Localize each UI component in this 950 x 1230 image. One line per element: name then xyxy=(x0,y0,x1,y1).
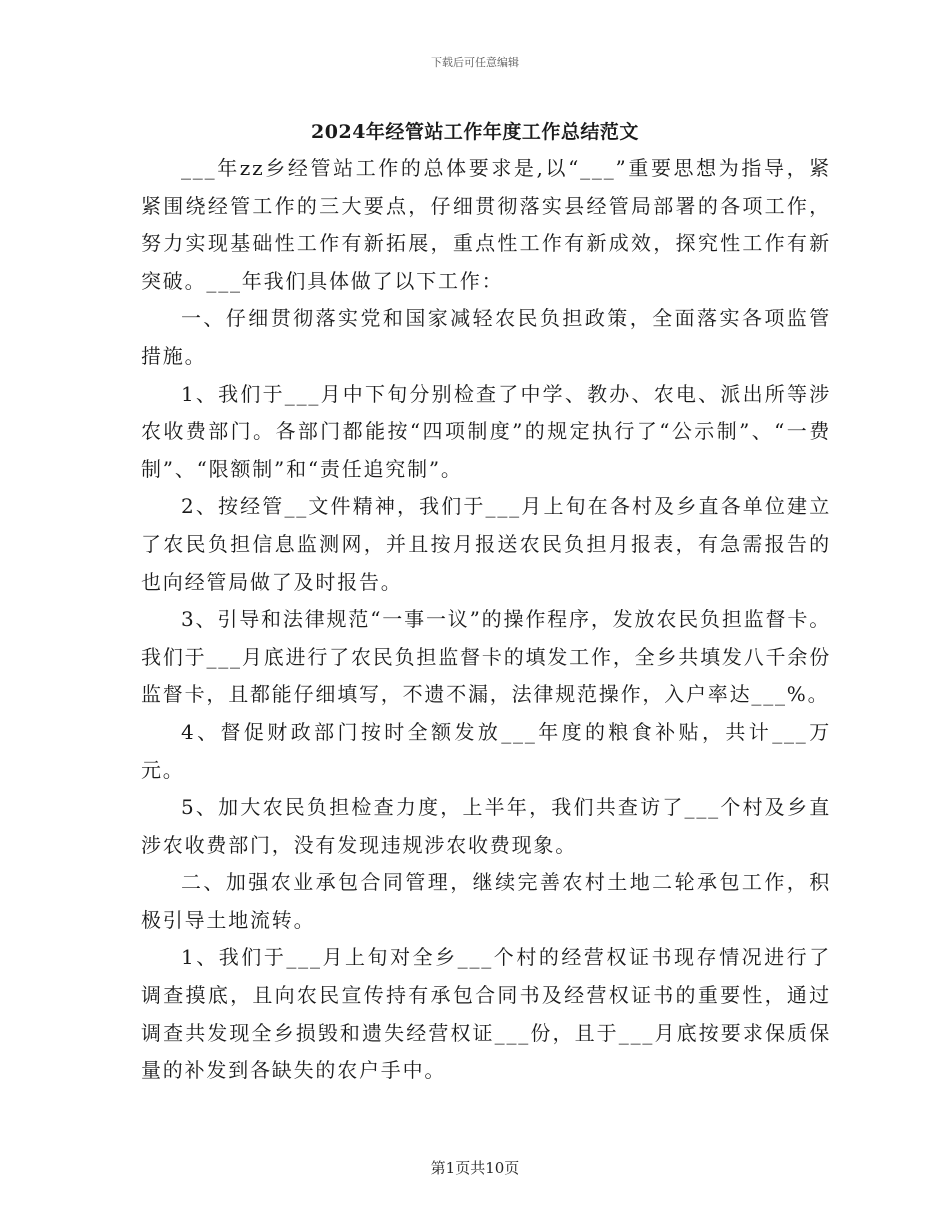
paragraph: 1、我们于___月中下旬分别检查了中学、教办、农电、派出所等涉农收费部门。各部门都能按“四项制度”的规定执行了“公示制”、“一费制”、“限额制”和“责任追究制”。 xyxy=(141,381,831,481)
paragraph: 一、仔细贯彻落实党和国家减轻农民负担政策，全面落实各项监管措施。 xyxy=(141,306,831,368)
paragraph: ___年zz乡经管站工作的总体要求是,以“___”重要思想为指导，紧紧围绕经管工作的三大要点，仔细贯彻落实县经管局部署的各项工作，努力实现基础性工作有新拓展，重点性工作有新成效，探究性工作有新突破。___年我们具体做了以下工作： xyxy=(141,156,831,293)
paragraph: 二、加强农业承包合同管理，继续完善农村土地二轮承包工作，积极引导土地流转。 xyxy=(141,870,831,932)
document-title: 2024年经管站工作年度工作总结范文 xyxy=(311,121,639,143)
paragraph: 1、我们于___月上旬对全乡___个村的经营权证书现存情况进行了调查摸底，且向农民宣传持有承包合同书及经营权证书的重要性，通过调查共发现全乡损毁和遗失经营权证___份，且于___月底按要求保质保量的补发到各缺失的农户手中。 xyxy=(141,945,831,1083)
header-note: 下载后可任意编辑 xyxy=(431,56,519,69)
paragraph: 2、按经管__文件精神，我们于___月上旬在各村及乡直各单位建立了农民负担信息监测网，并且按月报送农民负担月报表，有急需报告的也向经管局做了及时报告。 xyxy=(141,494,831,594)
paragraph: 3、引导和法律规范“一事一议”的操作程序，发放农民负担监督卡。我们于___月底进行了农民负担监督卡的填发工作，全乡共填发八千余份监督卡，且都能仔细填写，不遗不漏，法律规范操作，入户率达___%。 xyxy=(141,607,831,707)
paragraph: 5、加大农民负担检查力度，上半年，我们共查访了___个村及乡直涉农收费部门，没有发现违规涉农收费现象。 xyxy=(141,795,831,857)
document-body xyxy=(141,150,831,1090)
page-footer: 第1页共10页 xyxy=(430,1159,520,1177)
paragraph: 4、督促财政部门按时全额发放___年度的粮食补贴，共计___万元。 xyxy=(141,719,831,782)
